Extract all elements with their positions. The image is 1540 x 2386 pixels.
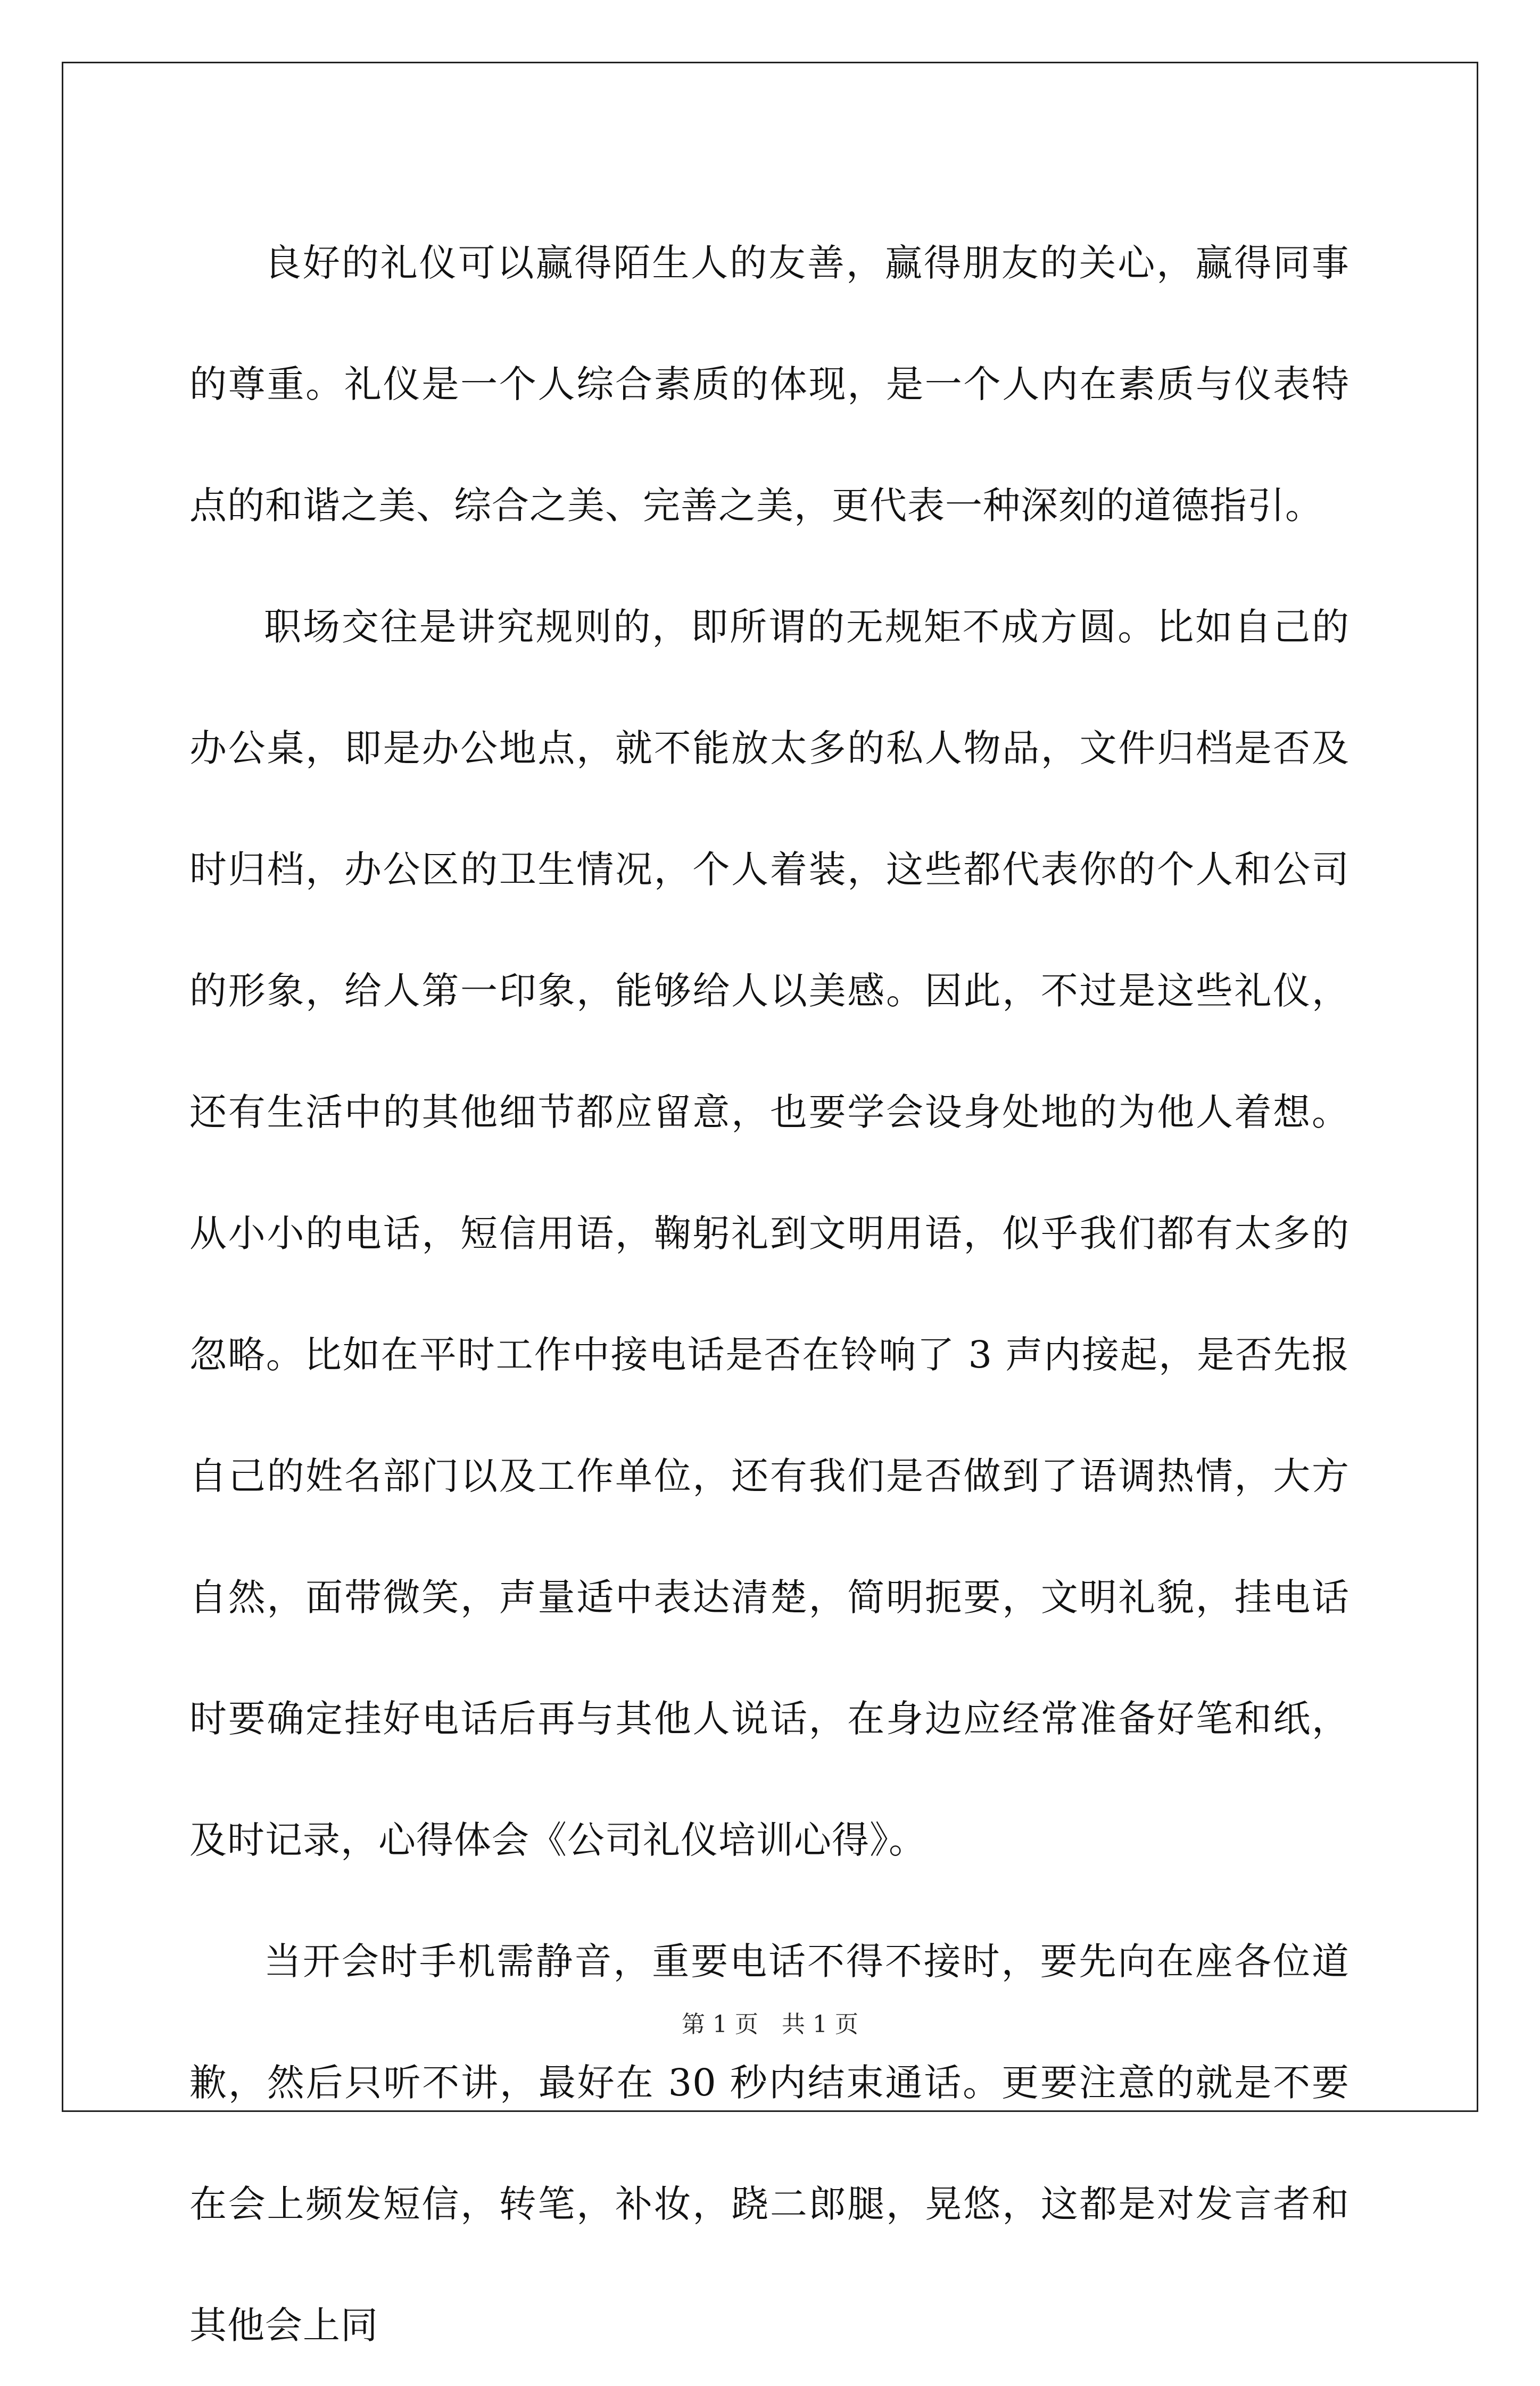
- paragraph-2: 职场交往是讲究规则的，即所谓的无规矩不成方圆。比如自己的办公桌，即是办公地点，就不能放太多的私人物品，文件归档是否及时归档，办公区的卫生情况，个人着装，这些都代表你的个人和公司的形象，给人第一印象，能够给人以美感。因此，不过是这些礼仪，还有生活中的其他细节都应留意，也要学会设身处地的为他人着想。从小小的电话，短信用语，鞠躬礼到文明用语，似乎我们都有太多的忽略。比如在平时工作中接电话是否在铃响了 3 声内接起，是否先报自己的姓名部门以及工作单位，还有我们是否做到了语调热情，大方自然，面带微笑，声量适中表达清楚，简明扼要，文明礼貌，挂电话时要确定挂好电话后再与其他人说话，在身边应经常准备好笔和纸，及时记录，心得体会《公司礼仪培训心得》。: [189, 605, 1349, 1862]
- document-body: [189, 202, 1349, 2386]
- paragraph-1: 良好的礼仪可以赢得陌生人的友善，赢得朋友的关心，赢得同事的尊重。礼仪是一个人综合素质的体现，是一个人内在素质与仪表特点的和谐之美、综合之美、完善之美，更代表一种深刻的道德指引。: [189, 241, 1349, 527]
- paragraph-3: 当开会时手机需静音，重要电话不得不接时，要先向在座各位道歉，然后只听不讲，最好在 30 秒内结束通话。更要注意的就是不要在会上频发短信，转笔，补妆，跷二郎腿，晃悠，这都是对发言者和其他会上同: [189, 1940, 1349, 2347]
- page-number-footer: 第 1 页 共 1 页: [682, 2011, 858, 2038]
